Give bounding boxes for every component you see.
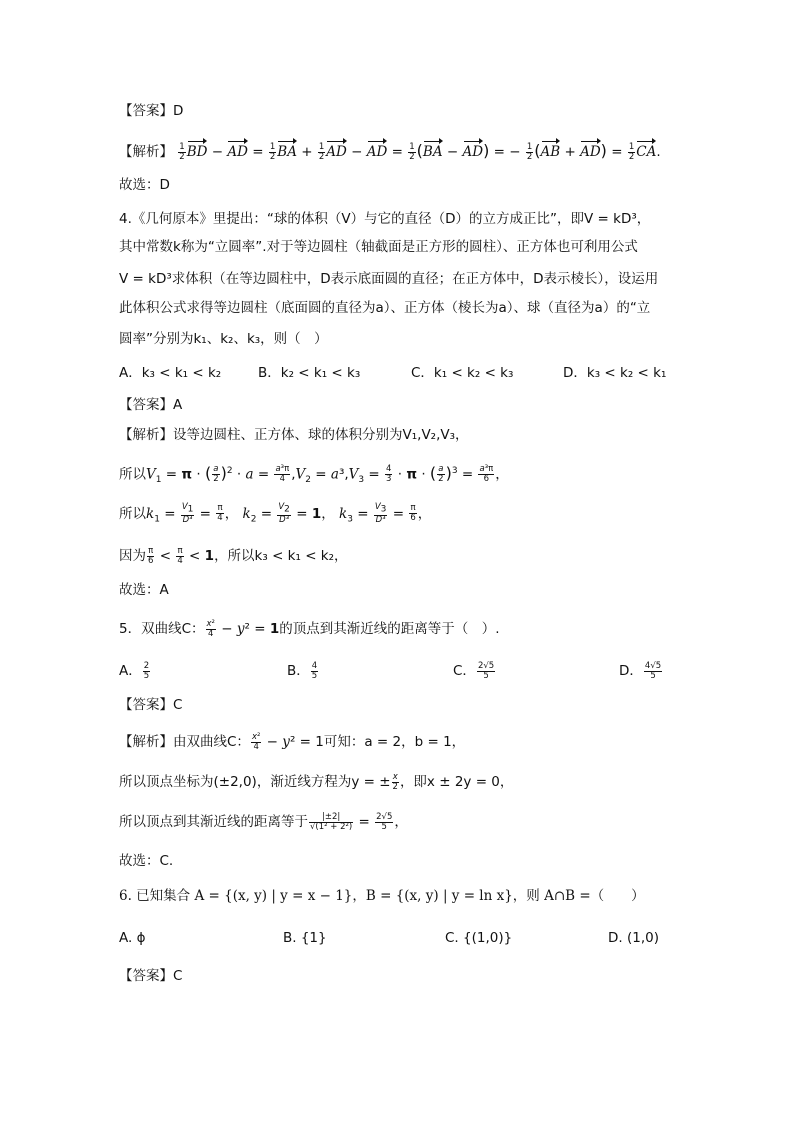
q6-option-a: A. ϕ	[119, 930, 146, 946]
q4-solution-line2: 所以$V_1 = \pi$ · ( $\frac{a}{2}$ )$^2$ · a = $\frac{\text{a³π}}{4}$ $,V_2 = a^3,V_3$ = $\frac{4}{3}$ · π · ( $\frac{a}{2}$ )$^3$ = $\frac{\text{a³π}}{6}$ ，	[119, 463, 509, 486]
answer-q3: 【答案】D	[119, 103, 184, 119]
q5-option-a: A． $\frac{2}{5}$	[119, 660, 150, 681]
q4-stem-line5: 圆率”分别为k₁、k₂、k₃，则（ ）	[119, 331, 328, 347]
q4-stem-line4: 此体积公式求得等边圆柱（底面圆的直径为a）、正方体（棱长为a）、球（直径为a）的“立	[119, 300, 651, 316]
q4-solution-line4: 因为 $\frac{\pi}{6}$ < $\frac{\pi}{4}$ < 1，所以k₃ < k₁ < k₂，	[119, 545, 348, 566]
q6-option-d: D. (1,0)	[608, 930, 659, 946]
q4-option-b: B．k₂ < k₁ < k₃	[258, 365, 361, 381]
q4-stem-line3: V = kD³求体积（在等边圆柱中，D表示底面圆的直径；在正方体中，D表示棱长），设运用	[119, 271, 659, 287]
q4-option-d: D．k₃ < k₂ < k₁	[563, 365, 667, 381]
q4-option-c: C．k₁ < k₂ < k₃	[411, 365, 514, 381]
conclusion-q4: 故选：A	[119, 582, 169, 598]
q5-option-d: D． $\frac{4√5}{5}$	[619, 660, 662, 681]
q5-solution-line1: 【解析】由双曲线C： $\frac{\text{x²}}{4}$ − y² = 1可知：a = 2，b = 1，	[119, 731, 466, 752]
answer-q6: 【答案】C	[119, 968, 183, 984]
q4-solution-line1: 【解析】设等边圆柱、正方体、球的体积分别为V₁,V₂,V₃，	[119, 427, 469, 443]
q5-solution-line2: 所以顶点坐标为(±2,0)，渐近线方程为y = ± $\frac{x}{2}$ ，即x ± 2y = 0，	[119, 771, 514, 792]
conclusion-q5: 故选：C.	[119, 853, 174, 869]
answer-q5: 【答案】C	[119, 697, 183, 713]
q5-solution-line3: 所以顶点到其渐近线的距离等于 $\frac{|\pm 2|}{\text{√(1² + 2²)}}$ = $\frac{2√5}{5}$ ，	[119, 811, 408, 832]
q6-stem: 6. 已知集合 A = {(x, y) | y = x − 1}，B = {(x, y) | y = ln x}，则 A∩B =（ ）	[119, 888, 645, 904]
q4-solution-line3: 所以$k_1$ = $\frac{V_1}{\text{D³}}$ = $\frac{\pi}{4}$ ， $k_2$ = $\frac{V_2}{\text{D³}}$ = 1， $k_3$ = $\frac{V_3}{\text{D³}}$ = $\frac{\pi}{6}$ ，	[119, 502, 432, 525]
answer-q4: 【答案】A	[119, 397, 183, 413]
conclusion-q3: 故选：D	[119, 177, 170, 193]
fraction-half: $\frac{1}{2}$	[179, 141, 185, 162]
analysis-label: 【解析】	[119, 144, 173, 160]
q6-option-c: C. {(1,0)}	[445, 930, 513, 946]
analysis-q3: 【解析】 $\frac{1}{2}$ BD − AD = $\frac{1}{2}$ BA + $\frac{1}{2}$ AD − AD = $\frac{1}{2}$ (BA − AD) = − $\frac{1}{2}$ (AB + AD) = $\frac{1}{2}$ CA.	[119, 141, 661, 162]
q5-stem: 5．双曲线C： $\frac{\text{x²}}{4}$ − y² = 1的顶点到其渐近线的距离等于（ ）.	[119, 618, 500, 639]
q6-option-b: B. {1}	[283, 930, 327, 946]
q4-stem-line1: 4.《几何原本》里提出：“球的体积（V）与它的直径（D）的立方成正比”，即V = kD³，	[119, 211, 651, 227]
q5-option-b: B． $\frac{4}{5}$	[287, 660, 318, 681]
q4-option-a: A．k₃ < k₁ < k₂	[119, 365, 222, 381]
q5-option-c: C． $\frac{2√5}{5}$	[453, 660, 495, 681]
q4-stem-line2: 其中常数k称为“立圆率”.对于等边圆柱（轴截面是正方形的圆柱）、正方体也可利用公式	[119, 239, 638, 255]
